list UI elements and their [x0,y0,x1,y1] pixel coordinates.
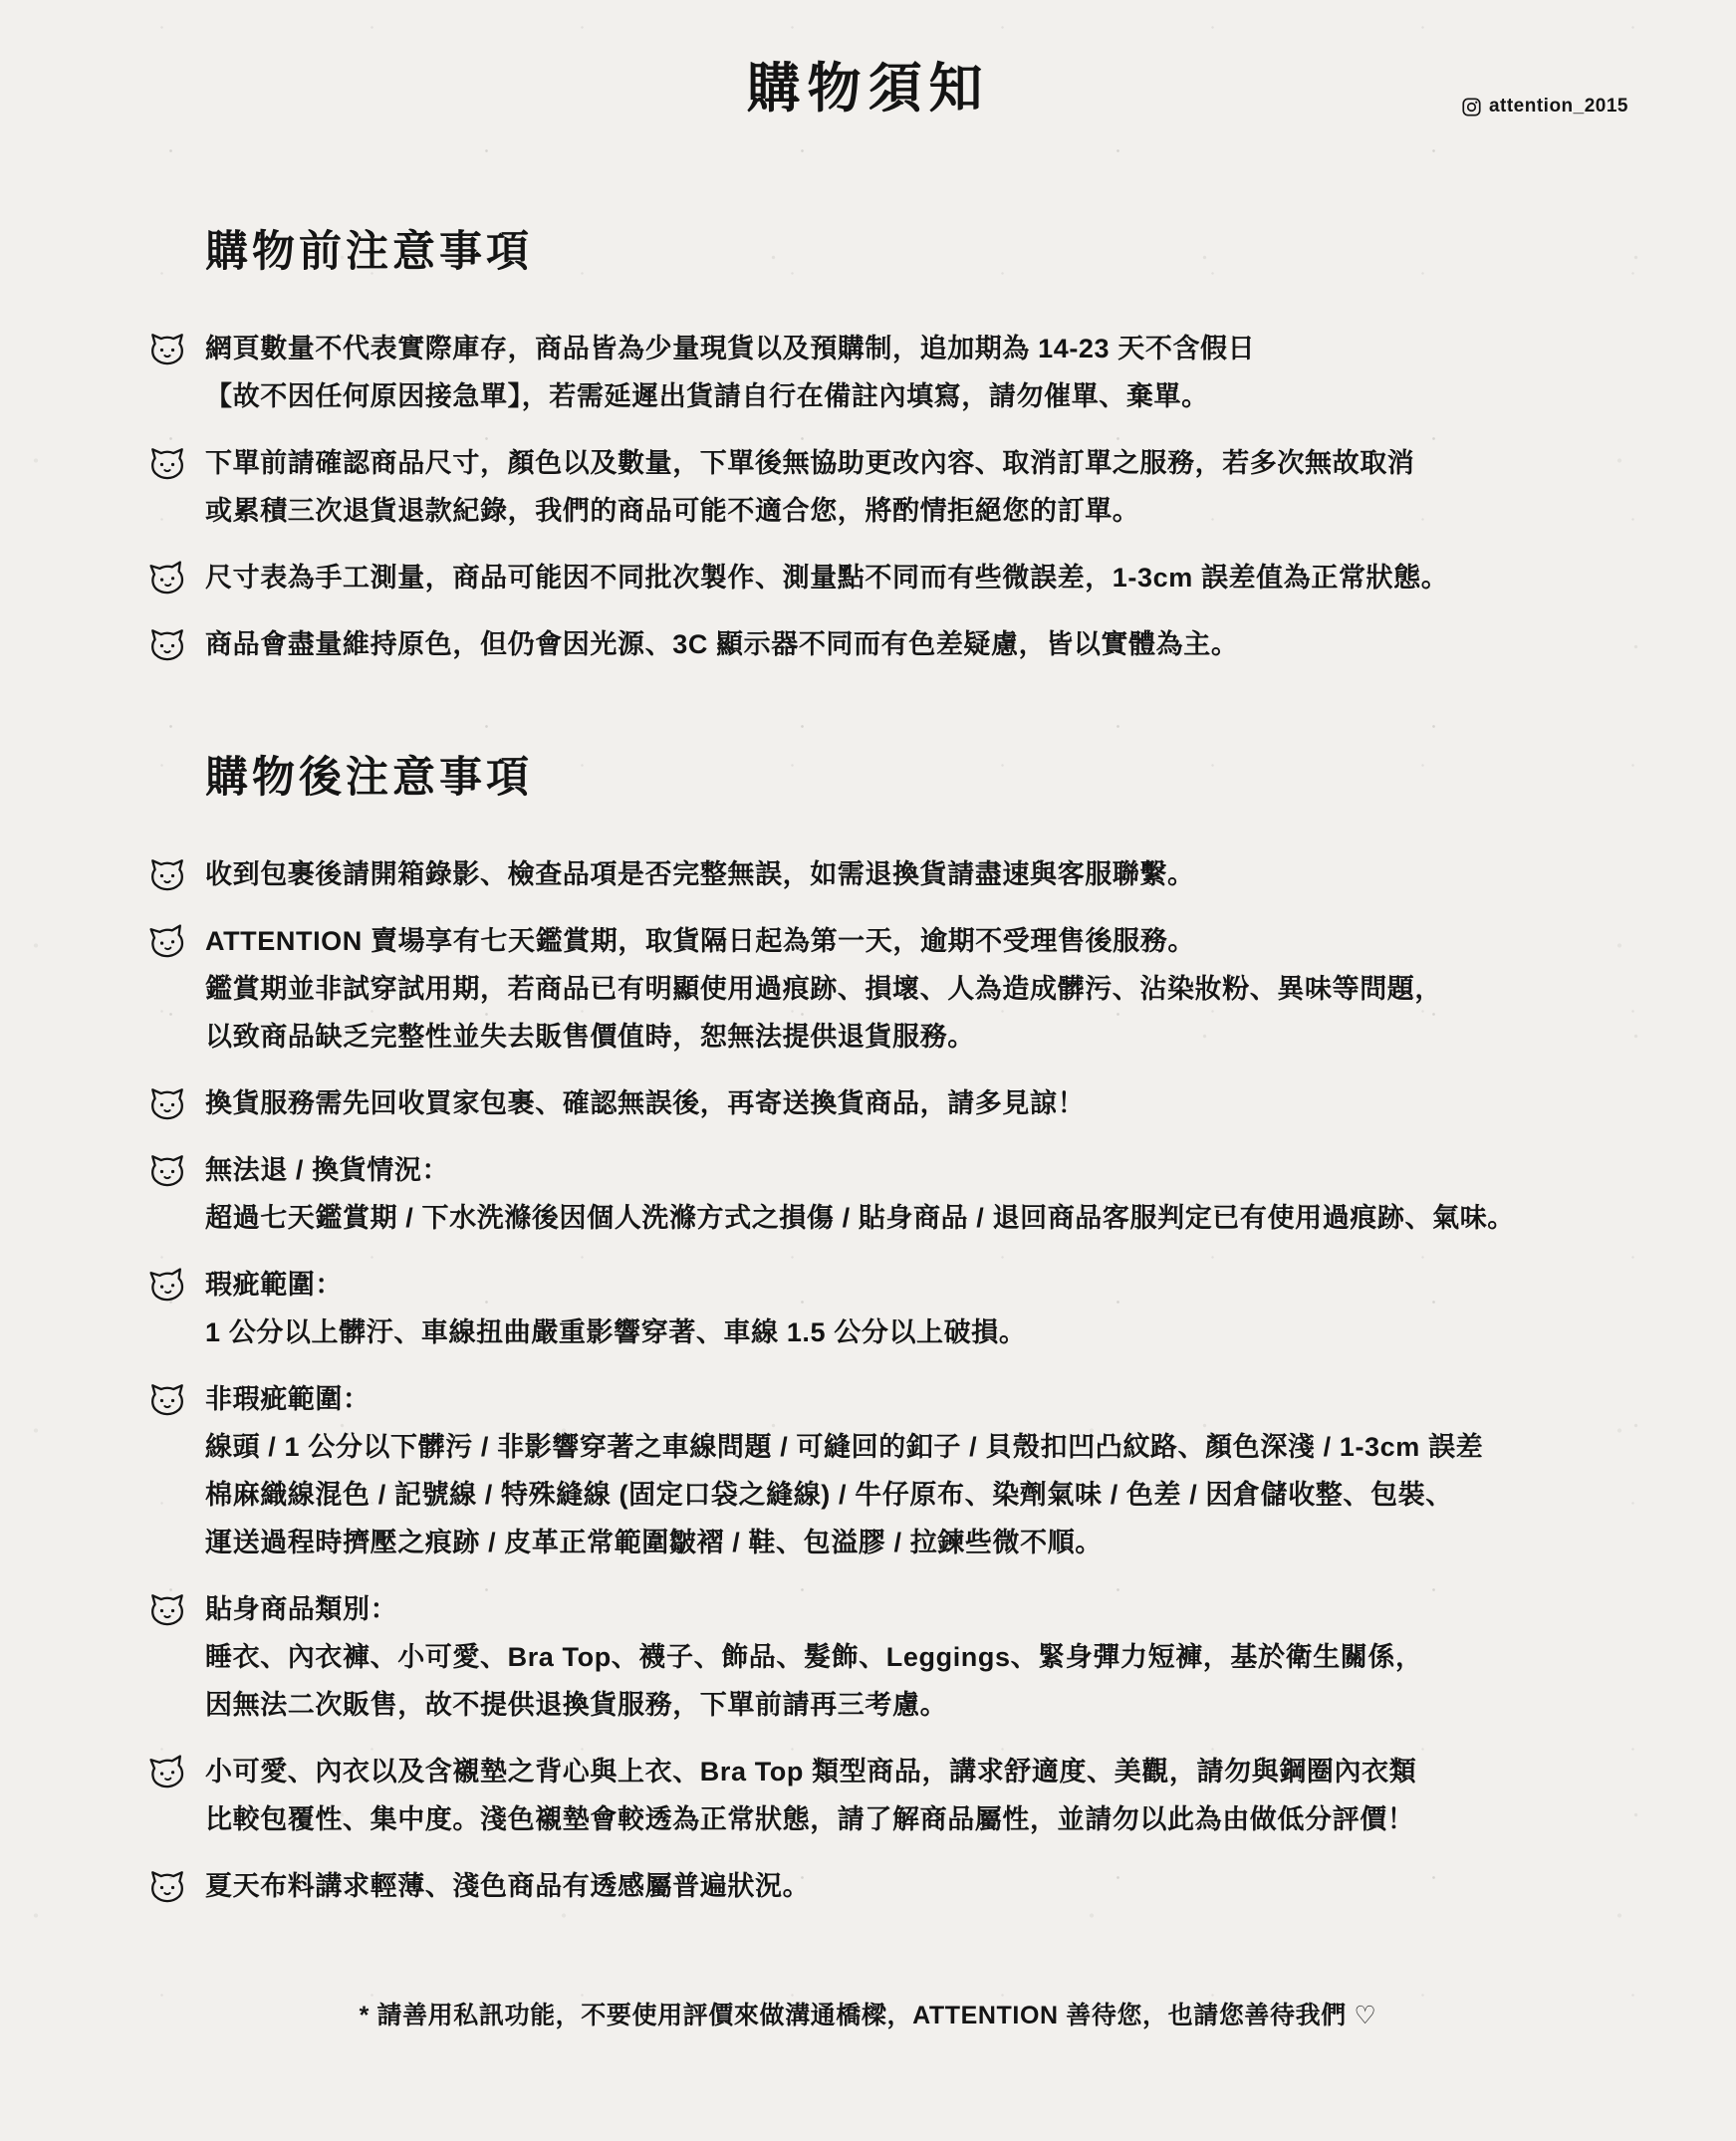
notice-item [148,1748,1636,1843]
cat-face-icon [148,923,186,961]
notice-item [148,1375,1636,1566]
notice-line: 夏天布料講求輕薄、淺色商品有透感屬普遍狀況。 [205,1871,811,1901]
cat-face-icon [148,445,186,483]
cat-face-icon [148,1754,186,1791]
cat-face-icon [148,1381,186,1419]
notice-item [148,554,1636,601]
notice-line: 貼身商品類別： [205,1594,398,1624]
notice-item [148,1146,1636,1242]
notice-item [148,917,1636,1061]
notice-line: 商品會盡量維持原色，但仍會因光源、3C 顯示器不同而有色差疑慮，皆以實體為主。 [205,629,1239,659]
notice-item [148,325,1636,420]
cat-face-icon [148,626,186,664]
notice-line: 鑑賞期並非試穿試用期，若商品已有明顯使用過痕跡、損壞、人為造成髒污、沾染妝粉、異味等問題， [205,974,1442,1004]
instagram-icon [1461,97,1482,118]
notice-line: 非瑕疵範圍： [205,1384,371,1414]
notice-line: 或累積三次退貨退款紀錄，我們的商品可能不適合您，將酌情拒絕您的訂單。 [205,496,1140,526]
notice-line: 【故不因任何原因接急單】，若需延遲出貨請自行在備註內填寫，請勿催單、棄單。 [205,381,1209,411]
notice-line: 收到包裹後請開箱錄影、檢查品項是否完整無誤，如需退換貨請盡速與客服聯繫。 [205,859,1195,889]
notice-line: 小可愛、內衣以及含襯墊之背心與上衣、Bra Top 類型商品，講求舒適度、美觀，請勿與鋼圈內衣類 [205,1757,1417,1786]
notice-line: 棉麻織線混色 / 記號線 / 特殊縫線 (固定口袋之縫線) / 牛仔原布、染劑氣味 / 色差 / 因倉儲收整、包裝、 [205,1480,1453,1510]
section-after-purchase [148,744,1636,1910]
notice-line: 尺寸表為手工測量，商品可能因不同批次製作、測量點不同而有些微誤差，1-3cm 誤差值為正常狀態。 [205,563,1449,593]
cat-face-icon [148,856,186,894]
notice-item [148,1862,1636,1910]
instagram-handle [1461,96,1628,118]
cat-face-icon [148,331,186,368]
notice-line: 超過七天鑑賞期 / 下水洗滌後因個人洗滌方式之損傷 / 貼身商品 / 退回商品客服判定已有使用過痕跡、氣味。 [205,1203,1515,1233]
cat-face-icon [148,1868,186,1906]
notice-item [148,620,1636,668]
notice-line: 瑕疵範圍： [205,1270,343,1300]
cat-face-icon [148,560,186,597]
notice-line: 以致商品缺乏完整性並失去販售價值時，恕無法提供退貨服務。 [205,1022,975,1052]
page-title: 購物須知 [746,59,990,119]
notice-line: 睡衣、內衣褲、小可愛、Bra Top、襪子、飾品、髮飾、Leggings、緊身彈力短褲，基於衛生關係， [205,1642,1423,1672]
notice-line: 無法退 / 換貨情況： [205,1155,450,1185]
notice-item [148,439,1636,535]
notice-line: 1 公分以上髒汙、車線扭曲嚴重影響穿著、車線 1.5 公分以上破損。 [205,1317,1027,1347]
notice-line: 網頁數量不代表實際庫存，商品皆為少量現貨以及預購制，追加期為 14-23 天不含假日 [205,334,1256,363]
notice-line: 比較包覆性、集中度。淺色襯墊會較透為正常狀態，請了解商品屬性，並請勿以此為由做低分評價！ [205,1804,1415,1834]
notice-item [148,1585,1636,1729]
notice-line: 下單前請確認商品尺寸，顏色以及數量，下單後無協助更改內容、取消訂單之服務，若多次無故取消 [205,448,1415,478]
section-after-heading: 購物後注意事項 [205,754,533,802]
notice-line: 換貨服務需先回收買家包裹、確認無誤後，再寄送換貨商品，請多見諒！ [205,1088,1086,1118]
cat-face-icon [148,1085,186,1123]
notice-line: ATTENTION 賣場享有七天鑑賞期，取貨隔日起為第一天，逾期不受理售後服務。 [205,926,1195,956]
notice-item [148,850,1636,898]
section-before-purchase [148,218,1636,668]
footer-note: * 請善用私訊功能，不要使用評價來做溝通橋樑，ATTENTION 善待您，也請您善待我們 ♡ [359,2002,1377,2029]
instagram-handle-text: attention_2015 [1488,96,1628,117]
cat-face-icon [148,1591,186,1629]
notice-item [148,1261,1636,1356]
section-before-heading: 購物前注意事項 [205,228,533,276]
notice-item [148,1079,1636,1127]
cat-face-icon [148,1152,186,1190]
notice-line: 運送過程時擠壓之痕跡 / 皮革正常範圍皺褶 / 鞋、包溢膠 / 拉鍊些微不順。 [205,1528,1103,1557]
notice-line: 線頭 / 1 公分以下髒污 / 非影響穿著之車線問題 / 可縫回的釦子 / 貝殼扣凹凸紋路、顏色深淺 / 1-3cm 誤差 [205,1432,1484,1462]
notice-line: 因無法二次販售，故不提供退換貨服務，下單前請再三考慮。 [205,1690,948,1720]
cat-face-icon [148,1267,186,1305]
